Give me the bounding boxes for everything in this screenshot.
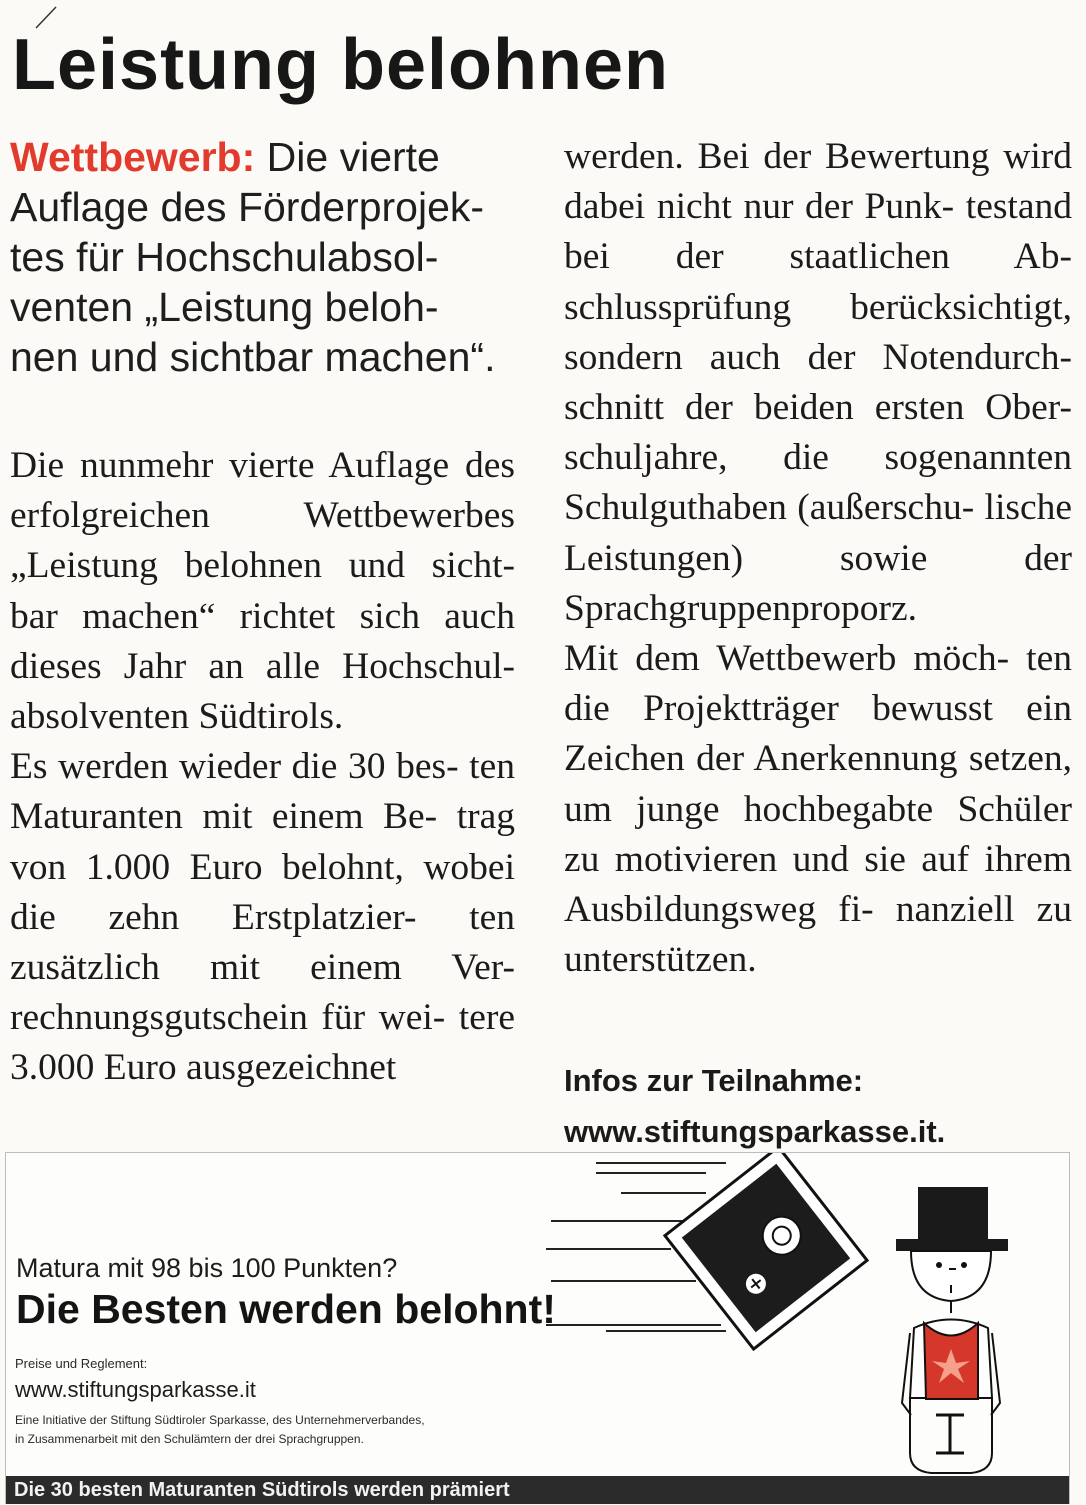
safe-icon bbox=[665, 1153, 867, 1349]
ad-note-line-2: in Zusammenarbeit mit den Schulämtern der drei Sprachgruppen. bbox=[15, 1432, 364, 1446]
ad-url[interactable]: www.stiftungsparkasse.it bbox=[15, 1377, 256, 1402]
ad-note bbox=[15, 1411, 425, 1449]
ad-note-line-1: Eine Initiative der Stiftung Südtiroler Sparkasse, des Unternehmerverbandes, bbox=[15, 1413, 425, 1427]
infos-block bbox=[564, 1055, 1072, 1157]
paragraph-2: Es werden wieder die 30 bes- ten Maturanten mit einem Be- trag von 1.000 Euro belohnt, wobei die zehn Erstplatzier- ten zusätzlich mit einem Ver- rechnungsgutschein für wei- tere 3.000 Euro ausgezeichnet bbox=[10, 746, 515, 1089]
ad-footer-bar: Die 30 besten Maturanten Südtirols werden prämiert bbox=[6, 1476, 1069, 1504]
paragraph-1: Die nunmehr vierte Auflage des erfolgreichen Wettbewerbes „Leistung belohnen und sicht- bar machen“ richtet sich auch dieses Jahr an alle Hochschul- absolventen Südtirols. bbox=[10, 445, 515, 738]
ad-question: Matura mit 98 bis 100 Punkten? bbox=[16, 1253, 398, 1283]
infos-label: Infos zur Teilnahme: bbox=[564, 1063, 864, 1099]
article-column-right bbox=[564, 132, 1072, 1157]
lead-text: Die vierte Auflage des Förderprojek- tes für Hochschulabsol- venten „Leistung beloh- nen und sichtbar machen“. bbox=[10, 134, 496, 380]
paragraph-3: werden. Bei der Bewertung wird dabei nicht nur der Punk- testand bei der staatlichen Ab- schlussprüfung berücksichtigt, sondern auch der Notendurch- schnitt der beiden ersten Ober- schuljahre, die sogenannten Schulguthaben (außerschu- lische Leistungen) sowie der Sprachgruppenproporz. bbox=[564, 136, 1072, 629]
infos-url[interactable]: www.stiftungsparkasse.it. bbox=[564, 1114, 946, 1150]
lead-paragraph bbox=[10, 132, 515, 382]
ad-headline: Die Besten werden belohnt! bbox=[16, 1286, 556, 1332]
graduate-figure-icon bbox=[896, 1187, 1008, 1473]
article-column-left bbox=[10, 132, 515, 1094]
ad-rules-label: Preise und Reglement: bbox=[15, 1356, 148, 1371]
page-title: Leistung belohnen bbox=[12, 25, 669, 105]
paragraph-4: Mit dem Wettbewerb möch- ten die Projektträger bewusst ein Zeichen der Anerkennung setzen, um junge hochbegabte Schüler zu motivieren und sie auf ihrem Ausbildungsweg fi- nanziell zu unterstützen. bbox=[564, 638, 1072, 981]
lead-keyword: Wettbewerb: bbox=[10, 134, 256, 180]
advertisement bbox=[5, 1152, 1070, 1504]
